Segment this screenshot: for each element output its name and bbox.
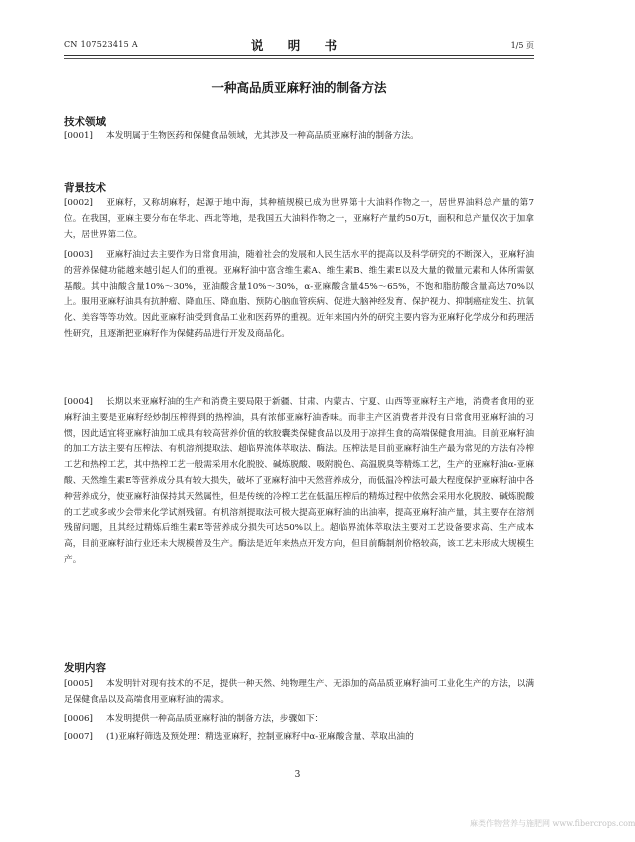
paragraph-text: (1)亚麻籽筛选及预处理：精选亚麻籽，控制亚麻籽中α-亚麻酸含量、萃取出油的: [106, 732, 414, 742]
page-indicator: 1/5 页: [510, 41, 534, 50]
paragraph-0005: [64, 677, 534, 709]
publication-number: CN 107523415 A: [64, 40, 138, 49]
document-title: 一种高品质亚麻籽油的制备方法: [211, 80, 387, 95]
section-heading-background: 背景技术: [64, 182, 106, 194]
paragraph-number: [0001]: [64, 131, 93, 141]
paragraph-0007: [64, 730, 534, 746]
paragraph-0003: [64, 248, 534, 343]
paragraph-text: 本发明提供一种高品质亚麻籽油的制备方法，步骤如下：: [106, 714, 324, 724]
header-rule-thin: [64, 58, 534, 59]
paragraph-number: [0006]: [64, 714, 93, 724]
paragraph-text: 亚麻籽，又称胡麻籽，起源于地中海，其种植规模已成为世界第十大油料作物之一，居世界油料总产量的第7位。在我国，亚麻主要分布在华北、西北等地，是我国五大油料作物之一，亚麻籽产量约50万t，面积和总产量仅次于加拿大，居世界第二位。: [64, 198, 534, 240]
paragraph-text: 长期以来亚麻籽油的生产和消费主要局限于新疆、甘肃、内蒙古、宁夏、山西等亚麻籽主产地，消费者食用的亚麻籽油主要是亚麻籽经炒制压榨得到的热榨油，具有浓郁亚麻籽油香味。而非主产区消费者并没有日常食用亚麻籽油的习惯，因此适宜将亚麻籽油加工成具有较高营养价值的软胶囊类保健食品以及用于凉拌生食的高端保健食用油。目前亚麻籽油的加工方法主要有压榨法、有机溶剂提取法、超临界流体萃取法、酶法。压榨法是目前亚麻籽油生产最为常见的方法有冷榨工艺和热榨工艺，其中热榨工艺一般需采用水化脱胶、碱炼脱酸、吸附脱色、高温脱臭等精炼工艺，生产的亚麻籽油α-亚麻酸、天然维生素E等营养成分具有较大损失，破坏了亚麻籽油中天然营养成分，而低温冷榨法可最大程度保护亚麻籽油中各种营养成分，使亚麻籽油保持其天然属性，但是传统的冷榨工艺在低温压榨后的精炼过程中依然会采用水化脱胶、碱炼脱酸的工艺或多或少会带来化学试剂残留。有机溶剂提取法可极大提高亚麻籽油的出油率，提高亚麻籽油产量，其主要存在溶剂残留问题，且其经过精炼后维生素E等营养成分损失可达50%以上。超临界流体萃取法主要对工艺设备要求高、生产成本高，目前亚麻籽油行业还未大规模普及生产。酶法是近年来热点开发方向，但目前酶制剂价格较高，该工艺未形成大规模生产。: [64, 397, 534, 565]
paragraph-text: 亚麻籽油过去主要作为日常食用油，随着社会的发展和人民生活水平的提高以及科学研究的不断深入，亚麻籽油的营养保健功能越来越引起人们的重视。亚麻籽油中富含维生素A、维生素B、维生素E以及大量的微量元素和人体所需氨基酸。其中油酸含量10%～30%，亚油酸含量10%～30%，α-亚麻酸含量45%～65%，不饱和脂肪酸含量高达70%以上。服用亚麻籽油具有抗肿瘤、降血压、降血脂、预防心脑血管疾病、促进大脑神经发育、保护视力、抑制癌症发生、抗氧化、美容等等功效。因此亚麻籽油受到食品工业和医药界的重视。近年来国内外的研究主要内容为亚麻籽化学成分和药理活性研究，且逐渐把亚麻籽作为保健药品进行开发及商品化。: [64, 250, 534, 339]
paragraph-number: [0005]: [64, 679, 93, 689]
paragraph-number: [0003]: [64, 250, 93, 260]
section-heading-invention: 发明内容: [64, 662, 106, 674]
paragraph-text: 本发明针对现有技术的不足，提供一种天然、纯物理生产、无添加的高品质亚麻籽油可工业化生产的方法，以满足保健食品以及高端食用亚麻籽油的需求。: [64, 679, 534, 705]
paragraph-number: [0002]: [64, 198, 93, 208]
paragraph-0006: [64, 712, 534, 728]
paragraph-number: [0004]: [64, 397, 93, 407]
section-heading-tech-field: 技术领域: [64, 116, 106, 128]
paragraph-0001: [64, 129, 534, 145]
document-type: 说 明 书: [250, 38, 348, 53]
paragraph-0002: [64, 196, 534, 243]
page-header: [64, 36, 534, 56]
watermark: 麻类作物营养与施肥网 www.fibercrops.com: [470, 819, 635, 828]
paragraph-text: 本发明属于生物医药和保健食品领域，尤其涉及一种高品质亚麻籽油的制备方法。: [106, 131, 419, 141]
header-rule: [64, 55, 534, 56]
paragraph-number: [0007]: [64, 732, 93, 742]
paragraph-0004: [64, 395, 534, 569]
page-number: 3: [294, 770, 301, 780]
